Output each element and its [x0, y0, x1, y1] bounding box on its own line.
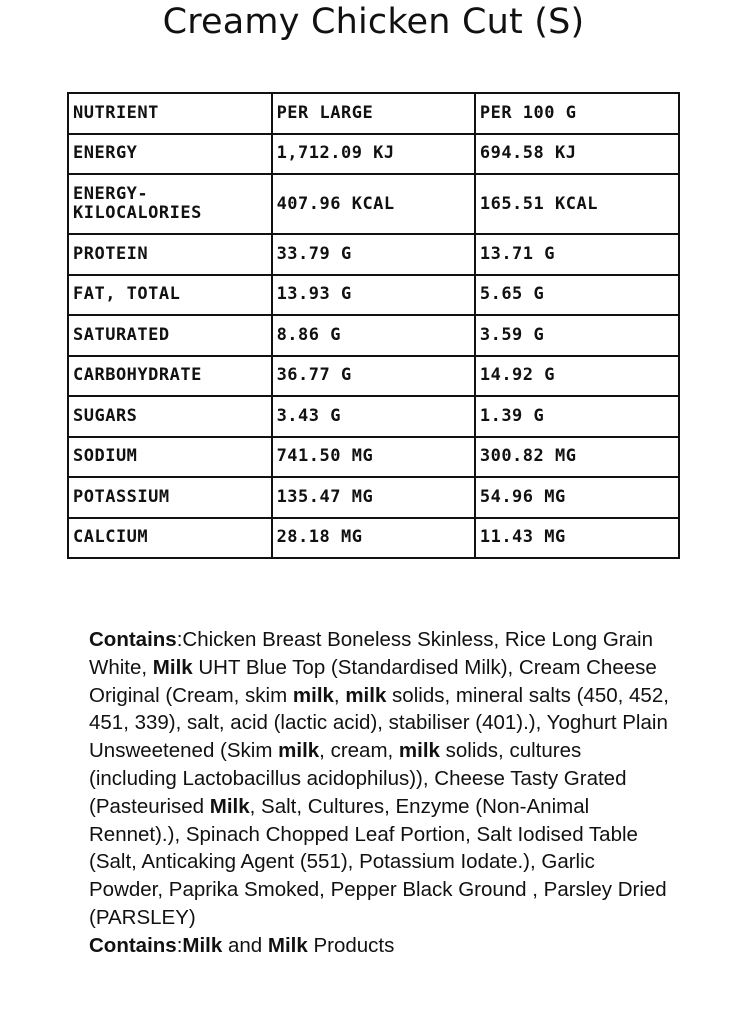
per-100g-cell: 54.96 MG: [475, 477, 679, 518]
per-100g-cell: 694.58 KJ: [475, 134, 679, 175]
per-large-cell: 28.18 MG: [272, 518, 475, 559]
bold-allergen-text: milk: [345, 683, 387, 707]
nutrient-cell: ENERGY: [68, 134, 272, 175]
per-large-cell: 1,712.09 KJ: [272, 134, 475, 175]
ingredient-text: and: [222, 933, 268, 957]
per-100g-cell: 1.39 G: [475, 396, 679, 437]
per-large-cell: PER LARGE: [272, 93, 475, 134]
nutrition-table: [67, 92, 680, 559]
bold-allergen-text: Milk: [152, 655, 193, 679]
ingredient-text: :: [176, 933, 183, 957]
per-100g-cell: 11.43 MG: [475, 518, 679, 559]
allergen-statement: [89, 932, 669, 960]
per-100g-cell: 3.59 G: [475, 315, 679, 356]
per-large-cell: 13.93 G: [272, 275, 475, 316]
bold-allergen-text: Contains: [89, 628, 177, 651]
bold-allergen-text: Milk: [182, 933, 223, 957]
table-row: [68, 315, 679, 356]
nutrient-cell: PROTEIN: [68, 234, 272, 275]
table-row: [68, 396, 679, 437]
nutrient-cell: SODIUM: [68, 437, 272, 478]
nutrient-cell: CALCIUM: [68, 518, 272, 559]
page-title: Creamy Chicken Cut (S): [162, 2, 585, 42]
nutrient-cell: ENERGY- KILOCALORIES: [68, 174, 272, 234]
ingredient-text: Products: [307, 933, 395, 957]
table-row: [68, 437, 679, 478]
bold-allergen-text: Contains: [89, 933, 177, 957]
per-100g-cell: 14.92 G: [475, 356, 679, 397]
table-row: [68, 356, 679, 397]
per-large-cell: 3.43 G: [272, 396, 475, 437]
ingredient-text: solids, mineral salts (450, 452, 451, 339), salt, acid (lactic acid), stabiliser (401).), Yoghurt Plain Unsweetened (Skim: [89, 683, 669, 763]
table-row: [68, 174, 679, 234]
ingredient-text: , Salt, Cultures, Enzyme (Non-Animal Rennet).), Spinach Chopped Leaf Portion, Salt Iodised Table (Salt, Anticaking Agent (551), Potassium Iodate.), Garlic Powder, Paprika Smoked, Pepper Black Ground , Parsley Dried (PARSLEY): [89, 794, 667, 929]
table-row: [68, 134, 679, 175]
ingredients-block: [89, 626, 669, 960]
per-100g-cell: 165.51 KCAL: [475, 174, 679, 234]
per-large-cell: 741.50 MG: [272, 437, 475, 478]
per-large-cell: 33.79 G: [272, 234, 475, 275]
per-large-cell: 407.96 KCAL: [272, 174, 475, 234]
ingredient-text: :Chicken Breast Boneless Skinless, Rice Long Grain White,: [89, 628, 653, 679]
nutrient-cell: SUGARS: [68, 396, 272, 437]
nutrient-cell: SATURATED: [68, 315, 272, 356]
ingredient-text: UHT Blue Top (Standardised Milk), Cream Cheese Original (Cream, skim: [89, 655, 657, 707]
per-100g-cell: 300.82 MG: [475, 437, 679, 478]
ingredient-text: ,: [333, 683, 346, 707]
nutrient-cell: NUTRIENT: [68, 93, 272, 134]
per-large-cell: 8.86 G: [272, 315, 475, 356]
bold-allergen-text: Milk: [267, 933, 308, 957]
per-large-cell: 135.47 MG: [272, 477, 475, 518]
table-header-row: [68, 93, 679, 134]
bold-allergen-text: milk: [278, 739, 320, 763]
nutrient-cell: FAT, TOTAL: [68, 275, 272, 316]
ingredient-text: , cream,: [319, 739, 399, 763]
bold-allergen-text: milk: [292, 683, 334, 707]
table-row: [68, 275, 679, 316]
nutrient-cell: CARBOHYDRATE: [68, 356, 272, 397]
per-100g-cell: PER 100 G: [475, 93, 679, 134]
bold-allergen-text: Milk: [209, 794, 250, 818]
per-100g-cell: 13.71 G: [475, 234, 679, 275]
table-row: [68, 518, 679, 559]
per-large-cell: 36.77 G: [272, 356, 475, 397]
table-row: [68, 234, 679, 275]
bold-allergen-text: milk: [398, 739, 440, 763]
nutrition-table-body: [68, 93, 679, 558]
ingredients-text: [89, 626, 669, 932]
table-row: [68, 477, 679, 518]
per-100g-cell: 5.65 G: [475, 275, 679, 316]
ingredient-text: solids, cultures (including Lactobacillus acidophilus)), Cheese Tasty Grated (Pasteurised: [89, 739, 627, 818]
nutrient-cell: POTASSIUM: [68, 477, 272, 518]
